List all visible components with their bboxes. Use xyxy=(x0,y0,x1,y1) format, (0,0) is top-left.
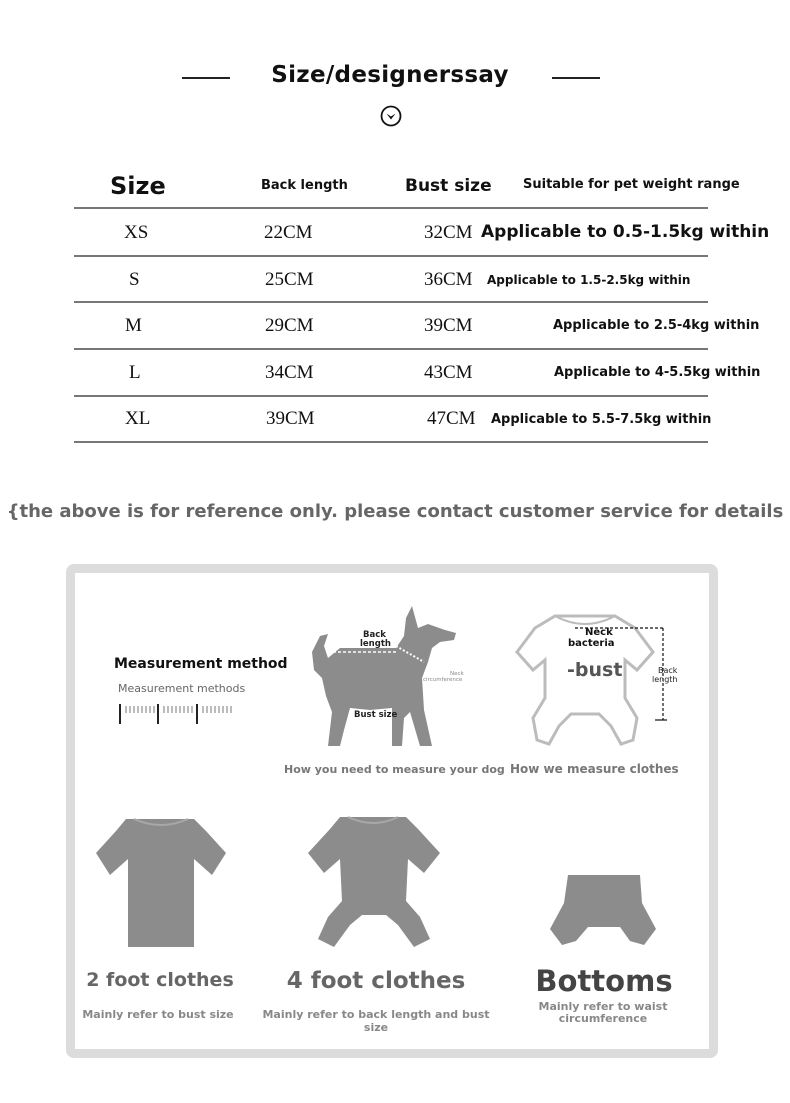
bust-size-cell: 39CM xyxy=(424,315,473,336)
size-cell: S xyxy=(129,269,140,290)
header-size: Size xyxy=(110,172,166,200)
clothes-measure-illustration xyxy=(515,610,695,750)
measurement-method-title: Measurement method xyxy=(114,656,288,672)
clothes-neck-label-2: bacteria xyxy=(568,638,615,649)
clothes-neck-label-1: Neck xyxy=(585,627,613,638)
dog-back-length-label-1: Back xyxy=(363,630,386,640)
header-weight-range: Suitable for pet weight range xyxy=(523,177,740,192)
table-row xyxy=(0,256,790,302)
weight-range-cell: Applicable to 1.5-2.5kg within xyxy=(487,273,691,287)
bust-size-cell: 47CM xyxy=(427,408,476,429)
table-rule xyxy=(74,441,708,443)
back-length-cell: 29CM xyxy=(265,315,314,336)
dog-bust-label: Bust size xyxy=(354,710,398,720)
title-right-line xyxy=(552,77,600,79)
back-length-cell: 22CM xyxy=(264,222,313,243)
header-back-length: Back length xyxy=(261,178,348,193)
category-sub-2-foot: Mainly refer to bust size xyxy=(82,1008,234,1021)
size-cell: XS xyxy=(124,222,149,243)
ruler-icon xyxy=(117,702,237,728)
weight-range-cell: Applicable to 5.5-7.5kg within xyxy=(491,412,712,427)
dog-neck-label-2: circumference xyxy=(423,677,463,683)
clothes-bust-label: -bust xyxy=(567,659,623,681)
bust-size-cell: 36CM xyxy=(424,269,473,290)
clothes-back-label-1: Back xyxy=(658,666,678,675)
back-length-cell: 34CM xyxy=(265,362,314,383)
back-length-cell: 39CM xyxy=(266,408,315,429)
measurement-method-subtitle: Measurement methods xyxy=(118,682,246,695)
page-title: Size/designerssay xyxy=(271,62,509,88)
category-title-4-foot: 4 foot clothes xyxy=(286,968,466,994)
bust-size-cell: 43CM xyxy=(424,362,473,383)
dog-neck-label-1: Neck xyxy=(450,671,464,677)
bottoms-icon xyxy=(548,873,658,949)
two-foot-clothes-icon xyxy=(94,815,228,949)
table-row xyxy=(0,302,790,348)
category-title-2-foot: 2 foot clothes xyxy=(86,969,234,991)
size-cell: XL xyxy=(125,408,151,429)
category-title-bottoms: Bottoms xyxy=(535,964,673,998)
weight-range-cell: Applicable to 0.5-1.5kg within xyxy=(481,222,770,242)
dog-silhouette xyxy=(312,606,456,746)
dog-caption: How you need to measure your dog xyxy=(284,763,505,776)
clothes-caption: How we measure clothes xyxy=(510,762,679,776)
category-sub-4-foot: Mainly refer to back length and bust size xyxy=(262,1008,490,1034)
header-bust-size: Bust size xyxy=(405,176,492,196)
title-left-line xyxy=(182,77,230,79)
back-length-cell: 25CM xyxy=(265,269,314,290)
dog-back-length-label-2: length xyxy=(360,639,391,649)
category-sub-bottoms: Mainly refer to waist circumference xyxy=(538,1000,668,1025)
reference-note: {the above is for reference only. please contact customer service for details xyxy=(6,501,784,522)
table-row xyxy=(0,396,790,442)
table-row xyxy=(0,208,790,254)
clothes-back-label-2: length xyxy=(652,675,678,684)
size-cell: M xyxy=(125,315,142,336)
size-cell: L xyxy=(129,362,141,383)
dog-illustration xyxy=(300,600,480,750)
four-foot-clothes-icon xyxy=(306,815,442,949)
weight-range-cell: Applicable to 4-5.5kg within xyxy=(554,365,761,380)
chevron-down-circle-icon xyxy=(380,105,402,127)
table-row xyxy=(0,349,790,395)
bust-size-cell: 32CM xyxy=(424,222,473,243)
weight-range-cell: Applicable to 2.5-4kg within xyxy=(553,318,760,333)
